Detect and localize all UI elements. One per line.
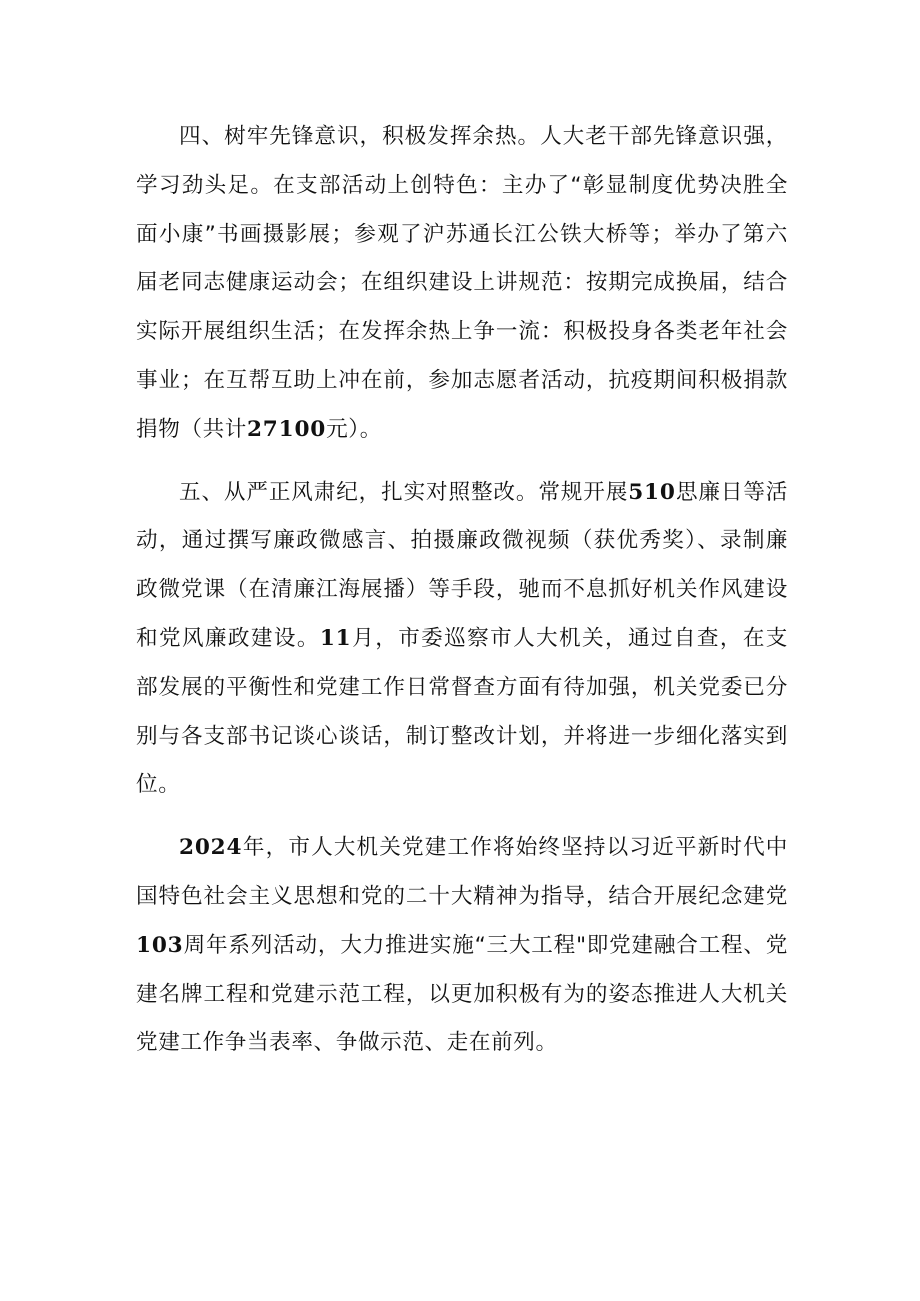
paragraph-text: 元）。 (326, 416, 382, 442)
paragraph-text: 年，市人大机关党建工作将始终坚持以习近平新时代中国特色社会主义思想和党的二十大精神为指导，结合开展纪念建党 (136, 835, 788, 909)
paragraph-party-veterans (136, 113, 788, 455)
anniversary-number: 103 (136, 932, 184, 958)
donation-amount: 27100 (246, 416, 327, 442)
year-number: 2024 (179, 835, 243, 861)
month-number: 11 (319, 625, 352, 651)
paragraph-text: 周年系列活动，大力推进实施“三大工程"即党建融合工程、党建名牌工程和党建示范工程，以更加积极有为的姿态推进人大机关党建工作争当表率、争做示范、走在前列。 (136, 932, 788, 1056)
paragraph-2024-plan (136, 824, 788, 1068)
paragraph-text: 四、树牢先锋意识，积极发挥余热。人大老干部先锋意识强，学习劲头足。在支部活动上创特色：主办了“彰显制度优势决胜全面小康”书画摄影展；参观了沪苏通长江公铁大桥等；举办了第六届老同志健康运动会；在组织建设上讲规范：按期完成换届，结合实际开展组织生活；在发挥余热上争一流：积极投身各类老年社会事业；在互帮互助上冲在前，参加志愿者活动，抗疫期间积极捐款捐物（共计 (136, 124, 788, 442)
paragraph-text: 五、从严正风肃纪，扎实对照整改。常规开展 (179, 479, 629, 505)
paragraph-discipline (136, 469, 788, 811)
integrity-day-number: 510 (628, 479, 676, 505)
document-body (136, 113, 788, 1068)
paragraph-text: 月，市委巡察市人大机关，通过自查，在支部发展的平衡性和党建工作日常督查方面有待加强，机关党委已分别与各支部书记谈心谈话，制订整改计划，并将进一步细化落实到位。 (136, 625, 788, 798)
paragraph-text: 思廉日等活动，通过撰写廉政微感言、拍摄廉政微视频（获优秀奖）、录制廉政微党课（在清廉江海展播）等手段，驰而不息抓好机关作风建设和党风廉政建设。 (136, 479, 788, 651)
